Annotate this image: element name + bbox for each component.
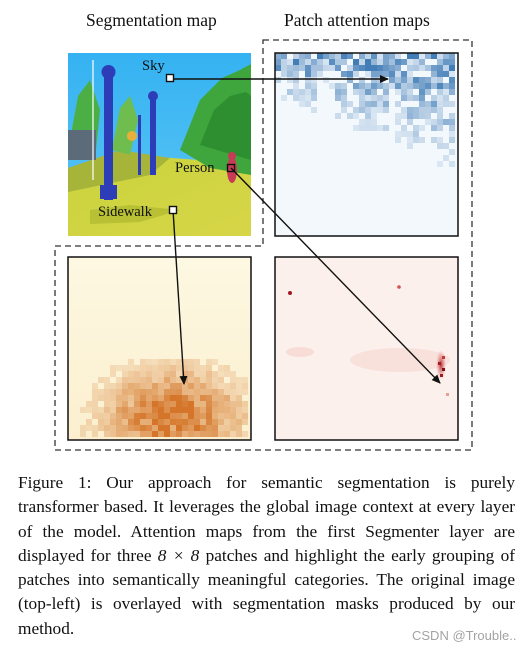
person-label: Person bbox=[175, 160, 215, 176]
person-attention-map bbox=[275, 257, 458, 440]
sky-attention-map bbox=[275, 53, 458, 236]
caption-math: 8 × 8 bbox=[157, 545, 200, 565]
patch-attention-title: Patch attention maps bbox=[284, 10, 430, 30]
watermark: CSDN @Trouble.. bbox=[412, 628, 517, 643]
segmentation-map-title: Segmentation map bbox=[86, 10, 217, 30]
caption-text-1: Figure 1: Our approach for semantic segmentation is purely transformer based. It leverages the global image context at every layer of the model. Attention maps from the first Segmenter layer are displayed for three bbox=[18, 473, 515, 565]
sky-patch-marker bbox=[167, 75, 174, 82]
caption-text-2: patches and highlight the early grouping of patches into semantically meaningful categories. The original image (top-left) is overlayed with segmentation masks produced by our method. bbox=[18, 545, 515, 638]
sky-label: Sky bbox=[142, 58, 165, 74]
sidewalk-patch-marker bbox=[170, 207, 177, 214]
sidewalk-label: Sidewalk bbox=[98, 204, 152, 220]
figure-caption bbox=[18, 471, 515, 641]
sidewalk-attention-map bbox=[68, 257, 251, 440]
segmentation-map bbox=[68, 53, 251, 236]
